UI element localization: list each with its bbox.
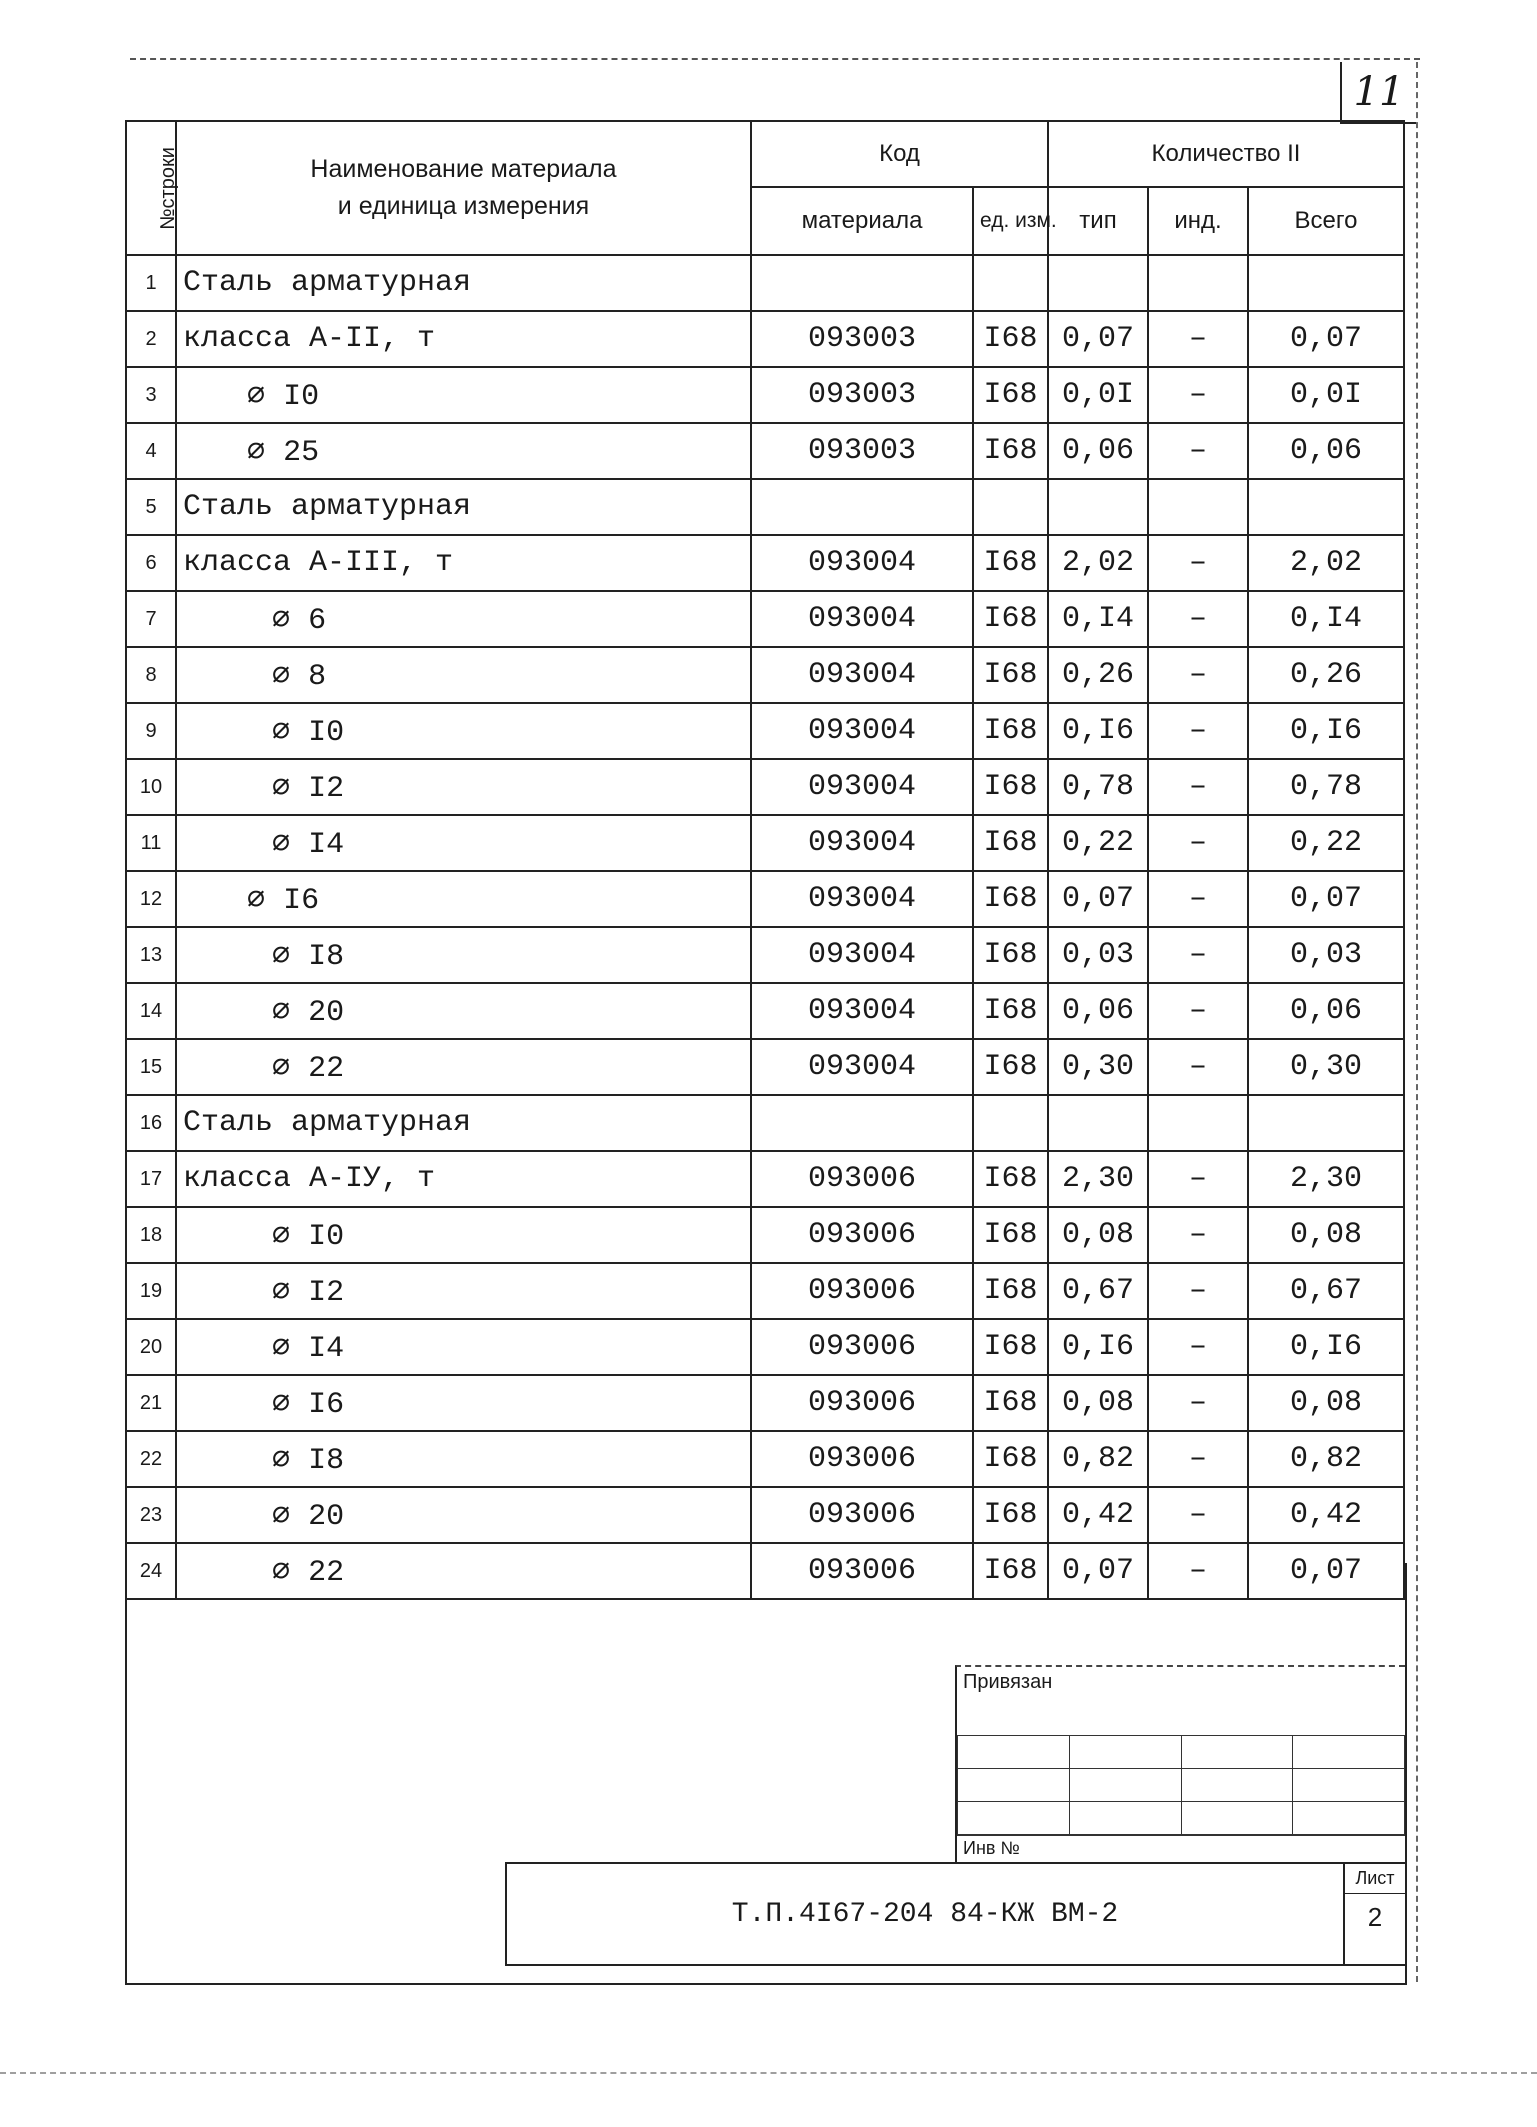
typ-quantity: 0,06 bbox=[1048, 423, 1148, 479]
typ-quantity bbox=[1048, 255, 1148, 311]
ind-quantity: – bbox=[1148, 983, 1248, 1039]
total-quantity: 0,78 bbox=[1248, 759, 1404, 815]
header-code: Код bbox=[751, 121, 1048, 187]
typ-quantity: 2,02 bbox=[1048, 535, 1148, 591]
row-number: 12 bbox=[126, 871, 176, 927]
table-body bbox=[126, 255, 1404, 1599]
typ-quantity bbox=[1048, 1095, 1148, 1151]
row-number: 16 bbox=[126, 1095, 176, 1151]
ind-quantity: – bbox=[1148, 367, 1248, 423]
inventory-number-label: Инв № bbox=[957, 1835, 1405, 1864]
bound-label: Привязан bbox=[963, 1671, 1053, 1693]
row-number: 3 bbox=[126, 367, 176, 423]
typ-quantity: 0,22 bbox=[1048, 815, 1148, 871]
top-border-line bbox=[130, 58, 1420, 60]
header-name-line1: Наименование материала bbox=[310, 154, 617, 183]
material-code: 093004 bbox=[751, 1039, 973, 1095]
material-code: 093004 bbox=[751, 983, 973, 1039]
material-name: ∅ I6 bbox=[176, 871, 751, 927]
ind-quantity: – bbox=[1148, 1319, 1248, 1375]
unit-code: I68 bbox=[973, 647, 1048, 703]
unit-code: I68 bbox=[973, 815, 1048, 871]
material-code: 093004 bbox=[751, 647, 973, 703]
material-name: класса А-II, т bbox=[176, 311, 751, 367]
typ-quantity: 0,07 bbox=[1048, 311, 1148, 367]
total-quantity: 0,I6 bbox=[1248, 1319, 1404, 1375]
table-row bbox=[126, 871, 1404, 927]
total-quantity: 0,08 bbox=[1248, 1207, 1404, 1263]
material-code: 093003 bbox=[751, 423, 973, 479]
row-number: 10 bbox=[126, 759, 176, 815]
ind-quantity: – bbox=[1148, 311, 1248, 367]
table-row bbox=[126, 1207, 1404, 1263]
row-number: 21 bbox=[126, 1375, 176, 1431]
material-name: класса А-III, т bbox=[176, 535, 751, 591]
row-number: 2 bbox=[126, 311, 176, 367]
typ-quantity: 0,07 bbox=[1048, 1543, 1148, 1599]
typ-quantity: 0,I6 bbox=[1048, 1319, 1148, 1375]
material-name: ∅ 22 bbox=[176, 1543, 751, 1599]
unit-code bbox=[973, 1095, 1048, 1151]
table-row bbox=[126, 255, 1404, 311]
typ-quantity: 2,30 bbox=[1048, 1151, 1148, 1207]
unit-code: I68 bbox=[973, 759, 1048, 815]
typ-quantity: 0,I4 bbox=[1048, 591, 1148, 647]
total-quantity: 0,I4 bbox=[1248, 591, 1404, 647]
header-typ: тип bbox=[1048, 187, 1148, 255]
typ-quantity: 0,06 bbox=[1048, 983, 1148, 1039]
header-material-code: материала bbox=[751, 187, 973, 255]
total-quantity: 0,07 bbox=[1248, 1543, 1404, 1599]
material-code bbox=[751, 1095, 973, 1151]
material-name: ∅ I2 bbox=[176, 1263, 751, 1319]
typ-quantity: 0,42 bbox=[1048, 1487, 1148, 1543]
table-row bbox=[126, 1095, 1404, 1151]
unit-code: I68 bbox=[973, 871, 1048, 927]
typ-quantity: 0,08 bbox=[1048, 1207, 1148, 1263]
unit-code: I68 bbox=[973, 1543, 1048, 1599]
unit-code: I68 bbox=[973, 703, 1048, 759]
material-name: Сталь арматурная bbox=[176, 479, 751, 535]
table-row bbox=[126, 647, 1404, 703]
ind-quantity: – bbox=[1148, 1543, 1248, 1599]
table-row bbox=[126, 759, 1404, 815]
unit-code: I68 bbox=[973, 1431, 1048, 1487]
ind-quantity: – bbox=[1148, 535, 1248, 591]
unit-code: I68 bbox=[973, 1319, 1048, 1375]
material-name: класса А-IУ, т bbox=[176, 1151, 751, 1207]
unit-code: I68 bbox=[973, 927, 1048, 983]
ind-quantity: – bbox=[1148, 1487, 1248, 1543]
material-code: 093006 bbox=[751, 1543, 973, 1599]
material-name: ∅ I2 bbox=[176, 759, 751, 815]
header-name-line2: и единица измерения bbox=[337, 192, 590, 220]
row-number: 14 bbox=[126, 983, 176, 1039]
table-row bbox=[126, 703, 1404, 759]
ind-quantity: – bbox=[1148, 1431, 1248, 1487]
sheet-cell bbox=[1343, 1864, 1405, 1964]
typ-quantity: 0,67 bbox=[1048, 1263, 1148, 1319]
ind-quantity: – bbox=[1148, 1151, 1248, 1207]
material-name: ∅ 22 bbox=[176, 1039, 751, 1095]
material-code: 093004 bbox=[751, 535, 973, 591]
material-name: ∅ I0 bbox=[176, 703, 751, 759]
total-quantity: 0,22 bbox=[1248, 815, 1404, 871]
unit-code: I68 bbox=[973, 1151, 1048, 1207]
material-code: 093006 bbox=[751, 1151, 973, 1207]
total-quantity: 0,42 bbox=[1248, 1487, 1404, 1543]
ind-quantity: – bbox=[1148, 927, 1248, 983]
material-code: 093006 bbox=[751, 1207, 973, 1263]
row-number: 4 bbox=[126, 423, 176, 479]
ind-quantity: – bbox=[1148, 591, 1248, 647]
title-block bbox=[505, 1862, 1407, 1966]
table-row bbox=[126, 423, 1404, 479]
unit-code: I68 bbox=[973, 1263, 1048, 1319]
material-code: 093004 bbox=[751, 703, 973, 759]
row-number: 1 bbox=[126, 255, 176, 311]
ind-quantity bbox=[1148, 479, 1248, 535]
total-quantity: 0,30 bbox=[1248, 1039, 1404, 1095]
material-code: 093004 bbox=[751, 591, 973, 647]
total-quantity bbox=[1248, 255, 1404, 311]
header-unit: ед. изм. bbox=[973, 187, 1048, 255]
material-code: 093006 bbox=[751, 1487, 973, 1543]
ind-quantity: – bbox=[1148, 423, 1248, 479]
row-number: 23 bbox=[126, 1487, 176, 1543]
ind-quantity: – bbox=[1148, 703, 1248, 759]
total-quantity: 0,67 bbox=[1248, 1263, 1404, 1319]
right-border-line bbox=[1416, 62, 1418, 1982]
unit-code bbox=[973, 479, 1048, 535]
typ-quantity: 0,26 bbox=[1048, 647, 1148, 703]
typ-quantity: 0,30 bbox=[1048, 1039, 1148, 1095]
typ-quantity bbox=[1048, 479, 1148, 535]
sheet-value: 2 bbox=[1367, 1902, 1383, 1932]
material-code: 093004 bbox=[751, 871, 973, 927]
table-row bbox=[126, 1151, 1404, 1207]
material-name: ∅ I4 bbox=[176, 1319, 751, 1375]
total-quantity: 0,82 bbox=[1248, 1431, 1404, 1487]
material-code bbox=[751, 479, 973, 535]
material-name: ∅ 8 bbox=[176, 647, 751, 703]
material-name: ∅ 20 bbox=[176, 1487, 751, 1543]
unit-code: I68 bbox=[973, 1207, 1048, 1263]
material-code: 093006 bbox=[751, 1263, 973, 1319]
ind-quantity: – bbox=[1148, 647, 1248, 703]
typ-quantity: 0,03 bbox=[1048, 927, 1148, 983]
typ-quantity: 0,82 bbox=[1048, 1431, 1148, 1487]
material-name: ∅ I8 bbox=[176, 927, 751, 983]
material-code: 093006 bbox=[751, 1319, 973, 1375]
material-name: ∅ I0 bbox=[176, 367, 751, 423]
header-total: Всего bbox=[1248, 187, 1404, 255]
ind-quantity: – bbox=[1148, 1039, 1248, 1095]
ind-quantity: – bbox=[1148, 815, 1248, 871]
material-name: ∅ I4 bbox=[176, 815, 751, 871]
total-quantity: 2,30 bbox=[1248, 1151, 1404, 1207]
row-number: 11 bbox=[126, 815, 176, 871]
material-name: ∅ 25 bbox=[176, 423, 751, 479]
row-number: 8 bbox=[126, 647, 176, 703]
ind-quantity bbox=[1148, 1095, 1248, 1151]
material-name: Сталь арматурная bbox=[176, 1095, 751, 1151]
table-row bbox=[126, 1319, 1404, 1375]
sheet-number: 11 bbox=[1340, 62, 1416, 124]
material-code bbox=[751, 255, 973, 311]
total-quantity: 0,08 bbox=[1248, 1375, 1404, 1431]
unit-code: I68 bbox=[973, 1375, 1048, 1431]
table-row bbox=[126, 1431, 1404, 1487]
header-ind: инд. bbox=[1148, 187, 1248, 255]
header-quantity: Количество II bbox=[1048, 121, 1404, 187]
row-number: 5 bbox=[126, 479, 176, 535]
typ-quantity: 0,78 bbox=[1048, 759, 1148, 815]
typ-quantity: 0,0I bbox=[1048, 367, 1148, 423]
total-quantity: 0,06 bbox=[1248, 983, 1404, 1039]
sheet-label: Лист bbox=[1345, 1864, 1405, 1894]
material-code: 093003 bbox=[751, 311, 973, 367]
material-name: ∅ 20 bbox=[176, 983, 751, 1039]
material-name: ∅ 6 bbox=[176, 591, 751, 647]
total-quantity: 0,07 bbox=[1248, 871, 1404, 927]
total-quantity: 0,0I bbox=[1248, 367, 1404, 423]
ind-quantity: – bbox=[1148, 1375, 1248, 1431]
total-quantity bbox=[1248, 1095, 1404, 1151]
material-code: 093003 bbox=[751, 367, 973, 423]
total-quantity: 0,07 bbox=[1248, 311, 1404, 367]
total-quantity bbox=[1248, 479, 1404, 535]
row-number: 15 bbox=[126, 1039, 176, 1095]
row-number: 20 bbox=[126, 1319, 176, 1375]
ind-quantity: – bbox=[1148, 1207, 1248, 1263]
row-number: 19 bbox=[126, 1263, 176, 1319]
material-code: 093004 bbox=[751, 927, 973, 983]
table-row bbox=[126, 311, 1404, 367]
material-name: ∅ I6 bbox=[176, 1375, 751, 1431]
table-row bbox=[126, 479, 1404, 535]
material-code: 093004 bbox=[751, 815, 973, 871]
typ-quantity: 0,07 bbox=[1048, 871, 1148, 927]
table-row bbox=[126, 1487, 1404, 1543]
ind-quantity: – bbox=[1148, 1263, 1248, 1319]
material-code: 093006 bbox=[751, 1431, 973, 1487]
materials-table bbox=[125, 120, 1405, 1600]
table-row bbox=[126, 591, 1404, 647]
row-number: 6 bbox=[126, 535, 176, 591]
unit-code: I68 bbox=[973, 311, 1048, 367]
ind-quantity: – bbox=[1148, 759, 1248, 815]
material-name: ∅ I8 bbox=[176, 1431, 751, 1487]
unit-code bbox=[973, 255, 1048, 311]
row-number: 9 bbox=[126, 703, 176, 759]
ind-quantity bbox=[1148, 255, 1248, 311]
table-row bbox=[126, 983, 1404, 1039]
total-quantity: 0,06 bbox=[1248, 423, 1404, 479]
table-row bbox=[126, 535, 1404, 591]
unit-code: I68 bbox=[973, 367, 1048, 423]
ind-quantity: – bbox=[1148, 871, 1248, 927]
unit-code: I68 bbox=[973, 983, 1048, 1039]
header-material-name bbox=[176, 121, 751, 255]
table-header bbox=[126, 121, 1404, 255]
row-number: 13 bbox=[126, 927, 176, 983]
material-code: 093006 bbox=[751, 1375, 973, 1431]
table-row bbox=[126, 1263, 1404, 1319]
stamp-grid bbox=[957, 1735, 1405, 1835]
unit-code: I68 bbox=[973, 1039, 1048, 1095]
material-name: ∅ I0 bbox=[176, 1207, 751, 1263]
document-code: Т.П.4I67-204 84-КЖ ВМ-2 bbox=[731, 1898, 1119, 1930]
table-row bbox=[126, 815, 1404, 871]
row-number: 24 bbox=[126, 1543, 176, 1599]
row-number: 17 bbox=[126, 1151, 176, 1207]
row-number: 22 bbox=[126, 1431, 176, 1487]
table-row bbox=[126, 1039, 1404, 1095]
unit-code: I68 bbox=[973, 423, 1048, 479]
total-quantity: 2,02 bbox=[1248, 535, 1404, 591]
total-quantity: 0,26 bbox=[1248, 647, 1404, 703]
table-row bbox=[126, 1375, 1404, 1431]
total-quantity: 0,I6 bbox=[1248, 703, 1404, 759]
total-quantity: 0,03 bbox=[1248, 927, 1404, 983]
unit-code: I68 bbox=[973, 535, 1048, 591]
row-number: 18 bbox=[126, 1207, 176, 1263]
binding-stamp bbox=[955, 1665, 1405, 1864]
unit-code: I68 bbox=[973, 591, 1048, 647]
material-name: Сталь арматурная bbox=[176, 255, 751, 311]
typ-quantity: 0,I6 bbox=[1048, 703, 1148, 759]
row-number: 7 bbox=[126, 591, 176, 647]
footer-noise-line bbox=[0, 2072, 1537, 2114]
material-code: 093004 bbox=[751, 759, 973, 815]
table-row bbox=[126, 367, 1404, 423]
unit-code: I68 bbox=[973, 1487, 1048, 1543]
table-row bbox=[126, 927, 1404, 983]
header-row-number: №строки bbox=[126, 121, 176, 255]
typ-quantity: 0,08 bbox=[1048, 1375, 1148, 1431]
